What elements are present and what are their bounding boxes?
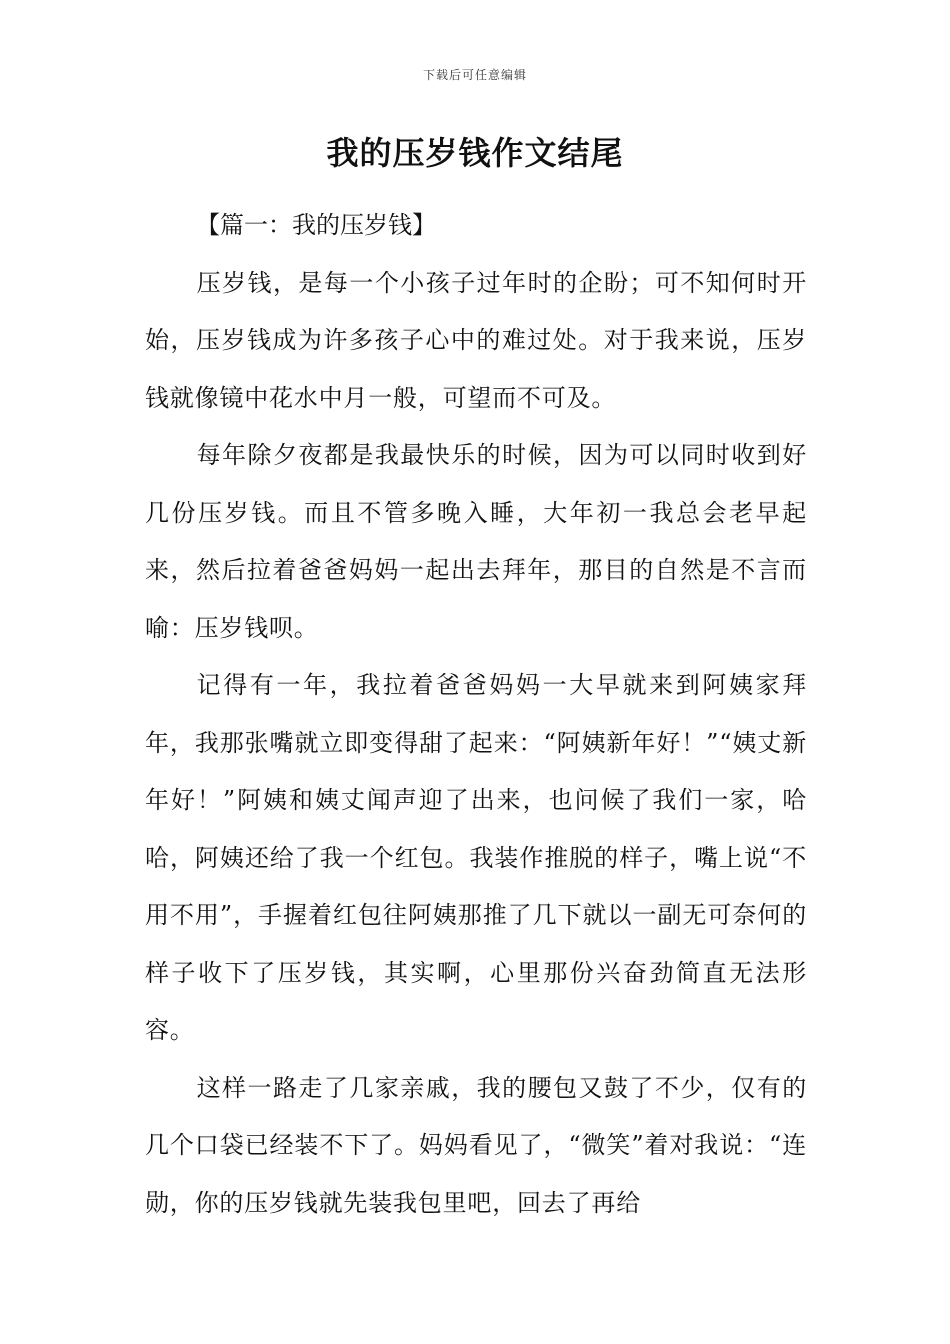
paragraph-3: 记得有一年，我拉着爸爸妈妈一大早就来到阿姨家拜年，我那张嘴就立即变得甜了起来：“阿姨新年好！”“姨丈新年好！”阿姨和姨丈闻声迎了出来，也问候了我们一家，哈哈，阿姨还给了我一个红包。我装作推脱的样子，嘴上说“不用不用”，手握着红包往阿姨那推了几下就以一副无可奈何的样子收下了压岁钱，其实啊，心里那份兴奋劲简直无法形容。 [145, 671, 807, 1044]
paragraph-1: 压岁钱，是每一个小孩子过年时的企盼；可不知何时开始，压岁钱成为许多孩子心中的难过处。对于我来说，压岁钱就像镜中花水中月一般，可望而不可及。 [145, 268, 807, 412]
section-heading: 【篇一：我的压岁钱】 [196, 211, 436, 239]
document-title: 我的压岁钱作文结尾 [326, 134, 624, 172]
paragraph-4: 这样一路走了几家亲戚，我的腰包又鼓了不少，仅有的几个口袋已经装不下了。妈妈看见了，“微笑”着对我说：“连勋，你的压岁钱就先装我包里吧，回去了再给 [145, 1073, 807, 1217]
header-note: 下载后可任意编辑 [422, 68, 527, 82]
document-body [145, 197, 807, 1232]
paragraph-2: 每年除夕夜都是我最快乐的时候，因为可以同时收到好几份压岁钱。而且不管多晚入睡，大年初一我总会老早起来，然后拉着爸爸妈妈一起出去拜年，那目的自然是不言而喻：压岁钱呗。 [145, 441, 807, 642]
